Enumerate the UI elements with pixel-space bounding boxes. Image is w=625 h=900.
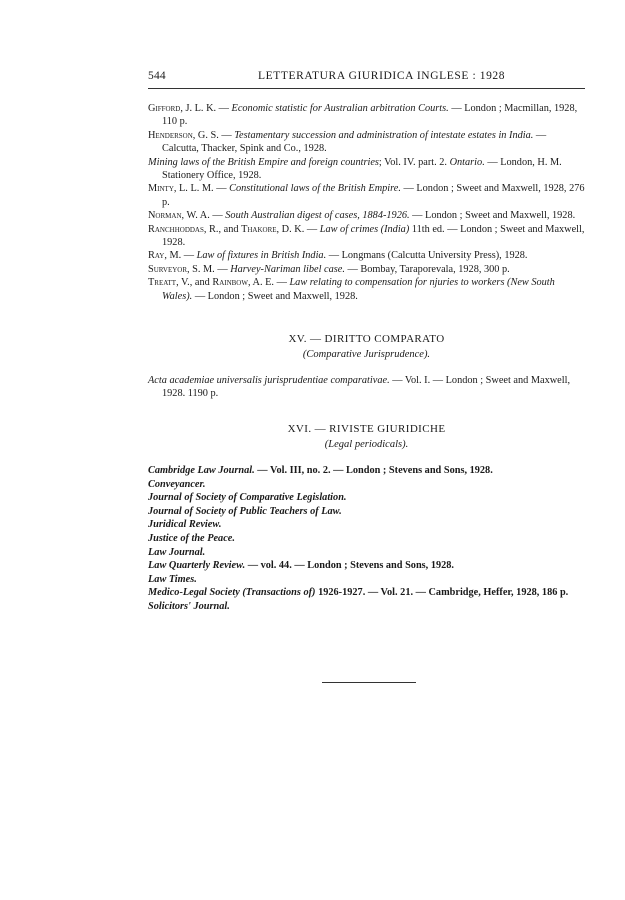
periodical-item: Justice of the Peace. bbox=[148, 532, 235, 544]
section-subheading-xvi: (Legal periodicals). bbox=[324, 439, 409, 450]
periodical-item: Journal of Society of Public Teachers of Law. bbox=[148, 505, 342, 517]
periodical-item: Juridical Review. bbox=[148, 519, 222, 531]
bibliography-entry: Treatt, V., and Rainbow, A. E. — Law relating to compensation for njuries to workers (New South Wales). — London ; Sweet and Maxwell, 1928. bbox=[148, 277, 555, 302]
page-header bbox=[148, 70, 585, 89]
bibliography-entry: Gifford, J. L. K. — Economic statistic for Australian arbitration Courts. — London ; Macmillan, 1928, 110 p. bbox=[148, 103, 578, 128]
periodicals-list bbox=[148, 464, 585, 614]
section-subheading-xv: (Comparative Jurisprudence). bbox=[302, 349, 431, 360]
bibliography-entry: Henderson, G. S. — Testamentary succession and administration of intestate estates in India. — Calcutta, Thacker, Spink and Co., 1928. bbox=[148, 129, 547, 155]
end-rule bbox=[322, 682, 416, 683]
bibliography-entry: Acta academiae universalis jurisprudentiae comparativae. — Vol. I. — London ; Sweet and Maxwell, 1928. 1190 p. bbox=[148, 375, 571, 400]
section-heading-xv: XV. — DIRITTO COMPARATO bbox=[288, 333, 445, 345]
periodical-item: Solicitors' Journal. bbox=[148, 600, 230, 612]
bibliography-entry: Minty, L. L. M. — Constitutional laws of the British Empire. — London ; Sweet and Maxwell, 1928, 276 p. bbox=[148, 183, 585, 208]
periodical-item: Law Times. bbox=[148, 573, 197, 585]
periodical-item: Law Journal. bbox=[148, 546, 206, 558]
bibliography-list bbox=[148, 102, 585, 303]
periodical-item: Cambridge Law Journal. — Vol. III, no. 2. — London ; Stevens and Sons, 1928. bbox=[148, 465, 493, 476]
running-title: LETTERATURA GIURIDICA INGLESE : 1928 bbox=[258, 70, 506, 82]
bibliography-entry: Ray, M. — Law of fixtures in British India. — Longmans (Calcutta University Press), 1928. bbox=[148, 250, 528, 262]
periodical-item: Journal of Society of Comparative Legislation. bbox=[148, 492, 347, 504]
bibliography-entry: Ranchhoddas, R., and Thakore, D. K. — Law of crimes (India) 11th ed. — London ; Sweet and Maxwell, 1928. bbox=[148, 223, 585, 249]
bibliography-entry: Surveyor, S. M. — Harvey-Nariman libel case. — Bombay, Taraporevala, 1928, 300 p. bbox=[148, 263, 510, 275]
bibliography-entry: Mining laws of the British Empire and foreign countries; Vol. IV. part. 2. Ontario. — London, H. M. Stationery Office, 1928. bbox=[148, 156, 562, 182]
periodical-item: Conveyancer. bbox=[148, 478, 206, 490]
periodical-item: Law Quarterly Review. — vol. 44. — London ; Stevens and Sons, 1928. bbox=[148, 560, 455, 572]
periodical-item: Medico-Legal Society (Transactions of) 1926-1927. — Vol. 21. — Cambridge, Heffer, 1928, 186 p. bbox=[148, 587, 569, 599]
comparative-entry bbox=[148, 374, 585, 401]
section-heading-xvi: XVI. — RIVISTE GIURIDICHE bbox=[287, 423, 446, 435]
page-number: 544 bbox=[148, 70, 166, 82]
bibliography-entry: Norman, W. A. — South Australian digest of cases, 1884-1926. — London ; Sweet and Maxwell, 1928. bbox=[148, 210, 576, 222]
